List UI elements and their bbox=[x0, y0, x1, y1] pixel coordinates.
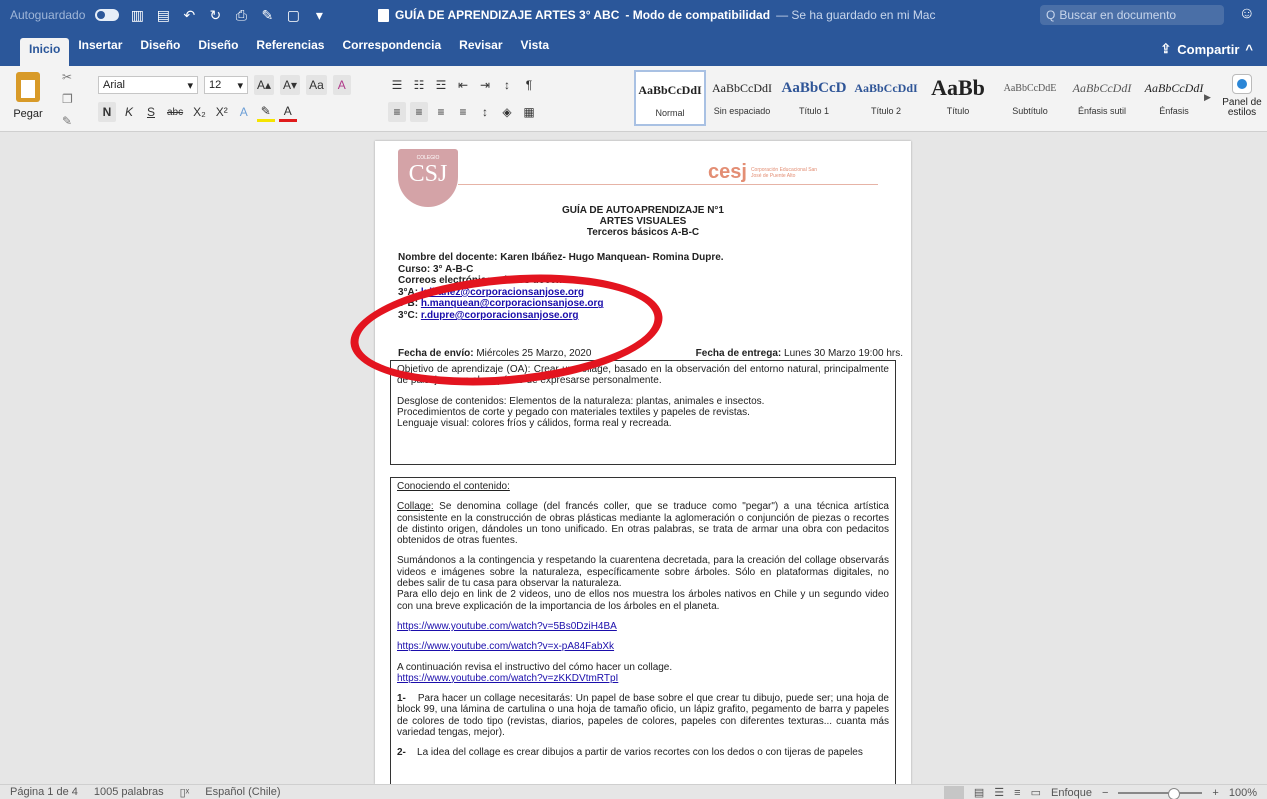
objective-paragraph: Objetivo de aprendizaje (OA): Crear un collage, basado en la observación del entorno natural, principalmente de paisajes, con el propósito de expresarse personalmente. bbox=[397, 364, 889, 387]
superscript-button[interactable]: X² bbox=[215, 105, 228, 119]
align-right-icon[interactable]: ≡ bbox=[437, 105, 445, 119]
teacher-line: Nombre del docente: Karen Ibáñez- Hugo Manquean- Romina Dupre. bbox=[398, 252, 724, 263]
corporation-logo-text: cesj bbox=[708, 161, 747, 183]
email-c-label: 3°C: bbox=[398, 309, 421, 321]
videos-paragraph: Para ello dejo en link de 2 videos, uno de ellos nos muestra los árboles nativos en Chile y un segundo video con una breve explicación de la importancia de los árboles en el planeta. bbox=[397, 589, 889, 612]
email-b-link[interactable]: h.manquean@corporacionsanjose.org bbox=[420, 298, 604, 310]
tab-diseno[interactable]: Diseño bbox=[140, 38, 181, 52]
style-preview: AaBbCcDdI bbox=[712, 80, 772, 95]
tab-revisar[interactable]: Revisar bbox=[459, 38, 503, 52]
compatibility-mode: - Modo de compatibilidad bbox=[625, 8, 771, 22]
outline-view-icon[interactable]: ☰ bbox=[994, 787, 1005, 799]
style-preview: AaBbCcDdI bbox=[638, 82, 702, 97]
multilevel-list-icon[interactable]: ☲ bbox=[435, 78, 447, 92]
styles-pane-button[interactable] bbox=[1221, 74, 1263, 118]
draft-view-icon[interactable]: ≡ bbox=[1014, 786, 1021, 799]
zoom-slider[interactable] bbox=[1118, 792, 1202, 794]
clipboard-icon bbox=[16, 72, 40, 102]
search-placeholder: Buscar en documento bbox=[1059, 8, 1177, 22]
style-preview: AaBbCcDdI bbox=[1144, 80, 1204, 95]
collapse-ribbon-icon[interactable]: ^ bbox=[1245, 41, 1253, 57]
search-icon: Q bbox=[1046, 8, 1056, 22]
style-name: Énfasis sutil bbox=[1077, 106, 1127, 116]
tab-insertar[interactable]: Insertar bbox=[78, 38, 123, 52]
new-document-icon[interactable]: ▢ bbox=[286, 6, 301, 23]
style-name: Título bbox=[946, 106, 970, 116]
chevron-down-icon: ▾ bbox=[237, 79, 243, 92]
bullets-icon[interactable]: ☰ bbox=[391, 78, 403, 92]
share-icon: ⇪ bbox=[1160, 41, 1172, 56]
style-titulo-2[interactable] bbox=[850, 70, 922, 126]
underline-button[interactable]: S bbox=[146, 105, 155, 119]
autosave-toggle[interactable] bbox=[95, 9, 119, 21]
font-name-value: Arial bbox=[103, 79, 126, 91]
content-box bbox=[390, 477, 896, 784]
style-normal[interactable] bbox=[634, 70, 706, 126]
send-date-label: Fecha de envío: bbox=[398, 348, 474, 359]
italic-button[interactable]: K bbox=[124, 105, 133, 119]
ribbon bbox=[0, 66, 1267, 132]
zoom-in-icon[interactable]: + bbox=[1212, 786, 1219, 799]
video-link-3[interactable]: https://www.youtube.com/watch?v=zKKDVtmRTpI bbox=[397, 672, 619, 684]
style-preview: AaBbCcD bbox=[781, 79, 847, 96]
numbering-icon[interactable]: ☷ bbox=[413, 78, 425, 92]
word-document-icon bbox=[378, 9, 389, 22]
edit-icon[interactable]: ✎ bbox=[261, 6, 274, 23]
proofing-icon[interactable]: ▯ˣ bbox=[179, 786, 190, 799]
shading-icon[interactable]: ◈ bbox=[502, 105, 512, 119]
strikethrough-button[interactable]: abc bbox=[167, 106, 184, 118]
subscript-button[interactable]: X₂ bbox=[193, 105, 206, 119]
document-subheading: ARTES VISUALES bbox=[599, 216, 687, 227]
more-styles-icon[interactable]: ▶ bbox=[1204, 92, 1211, 102]
school-logo bbox=[398, 149, 458, 207]
email-a-link[interactable]: k.ibanez@corporacionsanjose.org bbox=[420, 286, 585, 298]
shrink-font-button[interactable]: A▾ bbox=[280, 75, 300, 95]
style-enfasis-sutil[interactable] bbox=[1066, 70, 1138, 126]
redo-icon[interactable]: ↻ bbox=[209, 6, 222, 23]
styles-pane-icon bbox=[1232, 74, 1252, 94]
style-titulo[interactable] bbox=[922, 70, 994, 126]
context-paragraph: Sumándonos a la contingencia y respetando la cuarentena decretada, para la creación del collage observarás videos e imágenes sobre la naturaleza, específicamente sobre árboles. Sólo en plataformas digitales, no debes salir de tu casa para observar la naturaleza. bbox=[397, 555, 889, 590]
window-title bbox=[378, 0, 935, 30]
document-page[interactable] bbox=[375, 141, 911, 784]
grow-font-button[interactable]: A▴ bbox=[254, 75, 274, 95]
style-preview: AaBbCcDdI bbox=[854, 80, 918, 95]
bold-button[interactable]: N bbox=[98, 102, 116, 122]
sidebar-icon[interactable]: ▥ bbox=[130, 6, 145, 23]
share-label: Compartir bbox=[1177, 41, 1240, 57]
saved-status: — Se ha guardado en mi Mac bbox=[776, 8, 936, 22]
print-layout-icon[interactable] bbox=[944, 786, 964, 799]
style-preview: AaBb bbox=[931, 75, 985, 100]
step-2-text: La idea del collage es crear dibujos a partir de varios recortes con los dedos o con tijeras de papeles bbox=[417, 747, 863, 759]
paragraph-marks-icon[interactable]: ¶ bbox=[525, 78, 533, 92]
save-icon[interactable]: ▤ bbox=[156, 6, 171, 23]
document-heading: GUÍA DE AUTOAPRENDIZAJE N°1 bbox=[562, 205, 724, 216]
font-color-icon[interactable]: A bbox=[279, 102, 297, 122]
style-enfasis[interactable] bbox=[1138, 70, 1210, 126]
copy-icon[interactable]: ❐ bbox=[62, 92, 73, 106]
style-name: Énfasis bbox=[1159, 106, 1189, 116]
decrease-indent-icon[interactable]: ⇤ bbox=[457, 78, 469, 92]
tab-vista[interactable]: Vista bbox=[520, 38, 549, 52]
zoom-out-icon[interactable]: − bbox=[1101, 786, 1109, 799]
header-divider bbox=[458, 184, 878, 185]
contents-line-1: Desglose de contenidos: Elementos de la naturaleza: plantas, animales e insectos. bbox=[397, 395, 765, 407]
video-link-1[interactable]: https://www.youtube.com/watch?v=5Bs0DziH4BA bbox=[397, 620, 617, 632]
styles-gallery bbox=[634, 70, 1210, 126]
contents-line-3: Lenguaje visual: colores fríos y cálidos, forma real y recreada. bbox=[397, 418, 672, 430]
step-2-number: 2- bbox=[397, 747, 406, 759]
course-line: Curso: 3° A-B-C bbox=[398, 263, 474, 275]
search-input[interactable] bbox=[1040, 5, 1224, 25]
highlight-icon[interactable]: ✎ bbox=[257, 102, 275, 122]
focus-icon[interactable]: ▭ bbox=[1030, 787, 1041, 799]
style-sin-espaciado[interactable] bbox=[706, 70, 778, 126]
print-icon[interactable]: ⎙ bbox=[235, 6, 247, 23]
collage-label: Collage: bbox=[397, 501, 434, 513]
ribbon-tabs bbox=[0, 30, 1267, 66]
paste-button[interactable] bbox=[8, 72, 48, 126]
logo-small-text: COLEGIO bbox=[416, 155, 440, 161]
change-case-button[interactable]: Aa bbox=[306, 75, 327, 95]
zoom-level[interactable]: 100% bbox=[1228, 786, 1257, 799]
style-name: Sin espaciado bbox=[713, 106, 771, 116]
due-date-label: Fecha de entrega: bbox=[695, 348, 782, 359]
contents-line-2: Procedimientos de corte y pegado con materiales textiles y papeles de revistas. bbox=[397, 406, 750, 418]
undo-icon[interactable]: ↶ bbox=[183, 6, 196, 23]
due-date-value: Lunes 30 Marzo 19:00 hrs. bbox=[781, 348, 903, 359]
page-count[interactable]: Página 1 de 4 bbox=[10, 786, 78, 798]
document-subheading-2: Terceros básicos A-B-C bbox=[586, 227, 700, 238]
clear-formatting-icon[interactable]: A bbox=[333, 75, 351, 95]
title-bar bbox=[0, 0, 1267, 30]
font-size-select[interactable] bbox=[204, 76, 248, 94]
cut-icon[interactable]: ✂ bbox=[62, 70, 73, 84]
step-1-number: 1- bbox=[397, 693, 406, 705]
style-subtitulo[interactable] bbox=[994, 70, 1066, 126]
align-center-icon[interactable]: ≡ bbox=[410, 102, 428, 122]
logo-text: CSJ bbox=[408, 161, 448, 187]
content-title: Conociendo el contenido: bbox=[397, 481, 510, 492]
style-name: Normal bbox=[655, 108, 685, 118]
video-link-2[interactable]: https://www.youtube.com/watch?v=x-pA84FabXk bbox=[397, 641, 615, 653]
corporation-logo-subtext: Corporación Educacional San José de Puente Alto bbox=[750, 166, 818, 179]
web-layout-icon[interactable]: ▤ bbox=[973, 787, 985, 799]
email-c-link[interactable]: r.dupre@corporacionsanjose.org bbox=[420, 309, 579, 321]
send-date-value: Miércoles 25 Marzo, 2020 bbox=[473, 348, 592, 359]
word-count[interactable]: 1005 palabras bbox=[93, 786, 164, 798]
autosave-label: Autoguardado bbox=[10, 8, 86, 22]
style-name: Título 1 bbox=[798, 106, 829, 116]
justify-icon[interactable]: ≡ bbox=[459, 105, 467, 119]
step-1-text: Para hacer un collage necesitarás: Un papel de base sobre el que crear tu dibujo, puede ser; una hoja de block 99, una lámina de cartulina o una hoja de tamaño oficio, un lápiz grafito, pegamento de barra y papeles de colores de todo tipo (revistas, diarios, papeles de colores, papeles con diferentes texturas... cuanta más variedad tengas, mejor). bbox=[397, 693, 889, 739]
line-spacing-icon[interactable]: ↕ bbox=[482, 105, 488, 119]
borders-icon[interactable]: ▦ bbox=[523, 105, 535, 119]
tab-referencias[interactable]: Referencias bbox=[256, 38, 325, 52]
customize-toolbar-icon[interactable]: ▾ bbox=[315, 6, 323, 23]
text-effects-icon[interactable]: A bbox=[239, 105, 248, 119]
collage-definition: Se denomina collage (del francés coller, que se traduce como "pegar") a una técnica artística consistente en la construcción de obras plásticas mediante la aglomeración o conjunción de piezas o recortes de distinto origen, dándoles un tono unificado. En otras palabras, se trata de armar una obra con pedacitos obtenidos de otras fuentes. bbox=[397, 501, 889, 547]
feedback-smiley-icon[interactable]: ☺ bbox=[1238, 5, 1255, 22]
style-titulo-1[interactable] bbox=[778, 70, 850, 126]
style-preview: AaBbCcDdE bbox=[1003, 82, 1057, 94]
format-painter-icon[interactable]: ✎ bbox=[62, 114, 73, 128]
share-button[interactable] bbox=[1160, 41, 1253, 57]
email-a-label: 3°A: bbox=[398, 286, 421, 298]
tab-diseno-2[interactable]: Diseño bbox=[198, 38, 239, 52]
email-b-label: 3°B: bbox=[398, 298, 421, 310]
style-preview: AaBbCcDdI bbox=[1072, 80, 1132, 95]
document-title: GUÍA DE APRENDIZAJE ARTES 3° ABC bbox=[395, 8, 620, 22]
corporation-logo bbox=[708, 161, 821, 184]
tab-inicio[interactable]: Inicio bbox=[20, 38, 69, 66]
paste-label: Pegar bbox=[13, 108, 43, 120]
language[interactable]: Español (Chile) bbox=[205, 786, 281, 798]
font-name-select[interactable] bbox=[98, 76, 198, 94]
style-name: Título 2 bbox=[870, 106, 901, 116]
status-bar bbox=[0, 784, 1267, 799]
font-size-value: 12 bbox=[209, 79, 222, 91]
sort-icon[interactable]: ↕ bbox=[504, 78, 510, 92]
align-left-icon[interactable]: ≡ bbox=[388, 102, 406, 122]
style-name: Subtítulo bbox=[1012, 106, 1048, 116]
chevron-down-icon: ▾ bbox=[187, 79, 193, 92]
increase-indent-icon[interactable]: ⇥ bbox=[479, 78, 491, 92]
focus-label[interactable]: Enfoque bbox=[1051, 786, 1092, 799]
tab-correspondencia[interactable]: Correspondencia bbox=[342, 38, 442, 52]
styles-pane-label: Panel de estilos bbox=[1222, 97, 1262, 118]
instructions-intro: A continuación revisa el instructivo del cómo hacer un collage. bbox=[397, 661, 673, 673]
emails-heading: Correos electrónicos de los docentes. bbox=[398, 275, 580, 287]
